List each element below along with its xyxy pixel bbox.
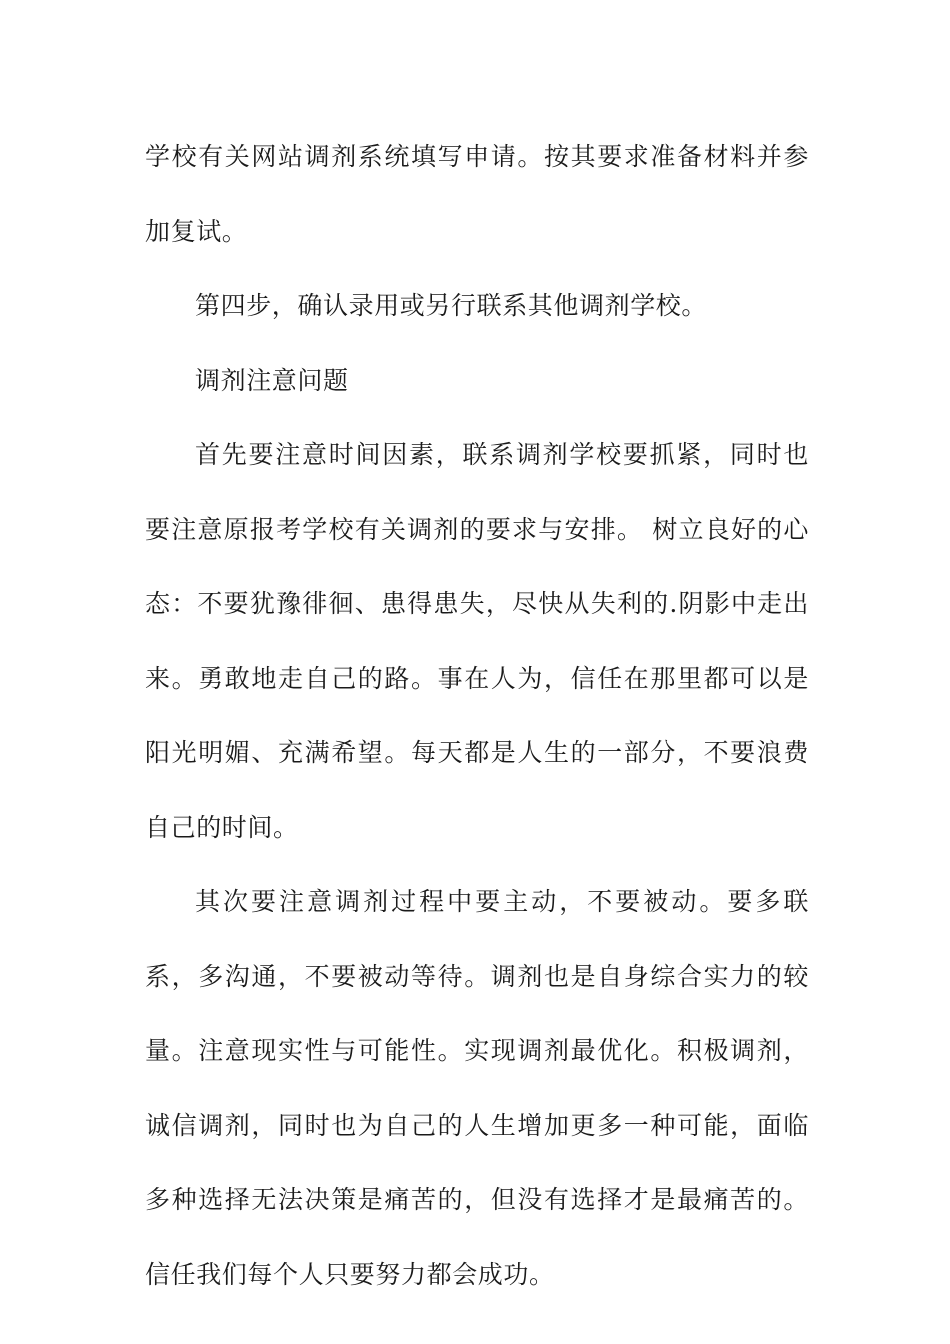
document-page (145, 120, 809, 1312)
paragraph-continuation: 学校有关网站调剂系统填写申请。按其要求准备材料并参加复试。 (145, 142, 809, 246)
paragraph-time-factor: 首先要注意时间因素，联系调剂学校要抓紧，同时也要注意原报考学校有关调剂的要求与安排。 树立良好的心态：不要犹豫徘徊、患得患失，尽快从失利的.阴影中走出来。勇敢地走自己的路。事在人为，信任在那里都可以是阳光明媚、充满希望。每天都是人生的一部分，不要浪费自己的时间。 (145, 440, 809, 842)
section-heading: 调剂注意问题 (195, 365, 349, 395)
paragraph-be-proactive: 其次要注意调剂过程中要主动，不要被动。要多联系，多沟通，不要被动等待。调剂也是自身综合实力的较量。注意现实性与可能性。实现调剂最优化。积极调剂，诚信调剂，同时也为自己的人生增加更多一种可能，面临多种选择无法决策是痛苦的，但没有选择才是最痛苦的。信任我们每个人只要努力都会成功。 (145, 887, 809, 1289)
paragraph-step-four: 第四步，确认录用或另行联系其他调剂学校。 (195, 291, 708, 320)
